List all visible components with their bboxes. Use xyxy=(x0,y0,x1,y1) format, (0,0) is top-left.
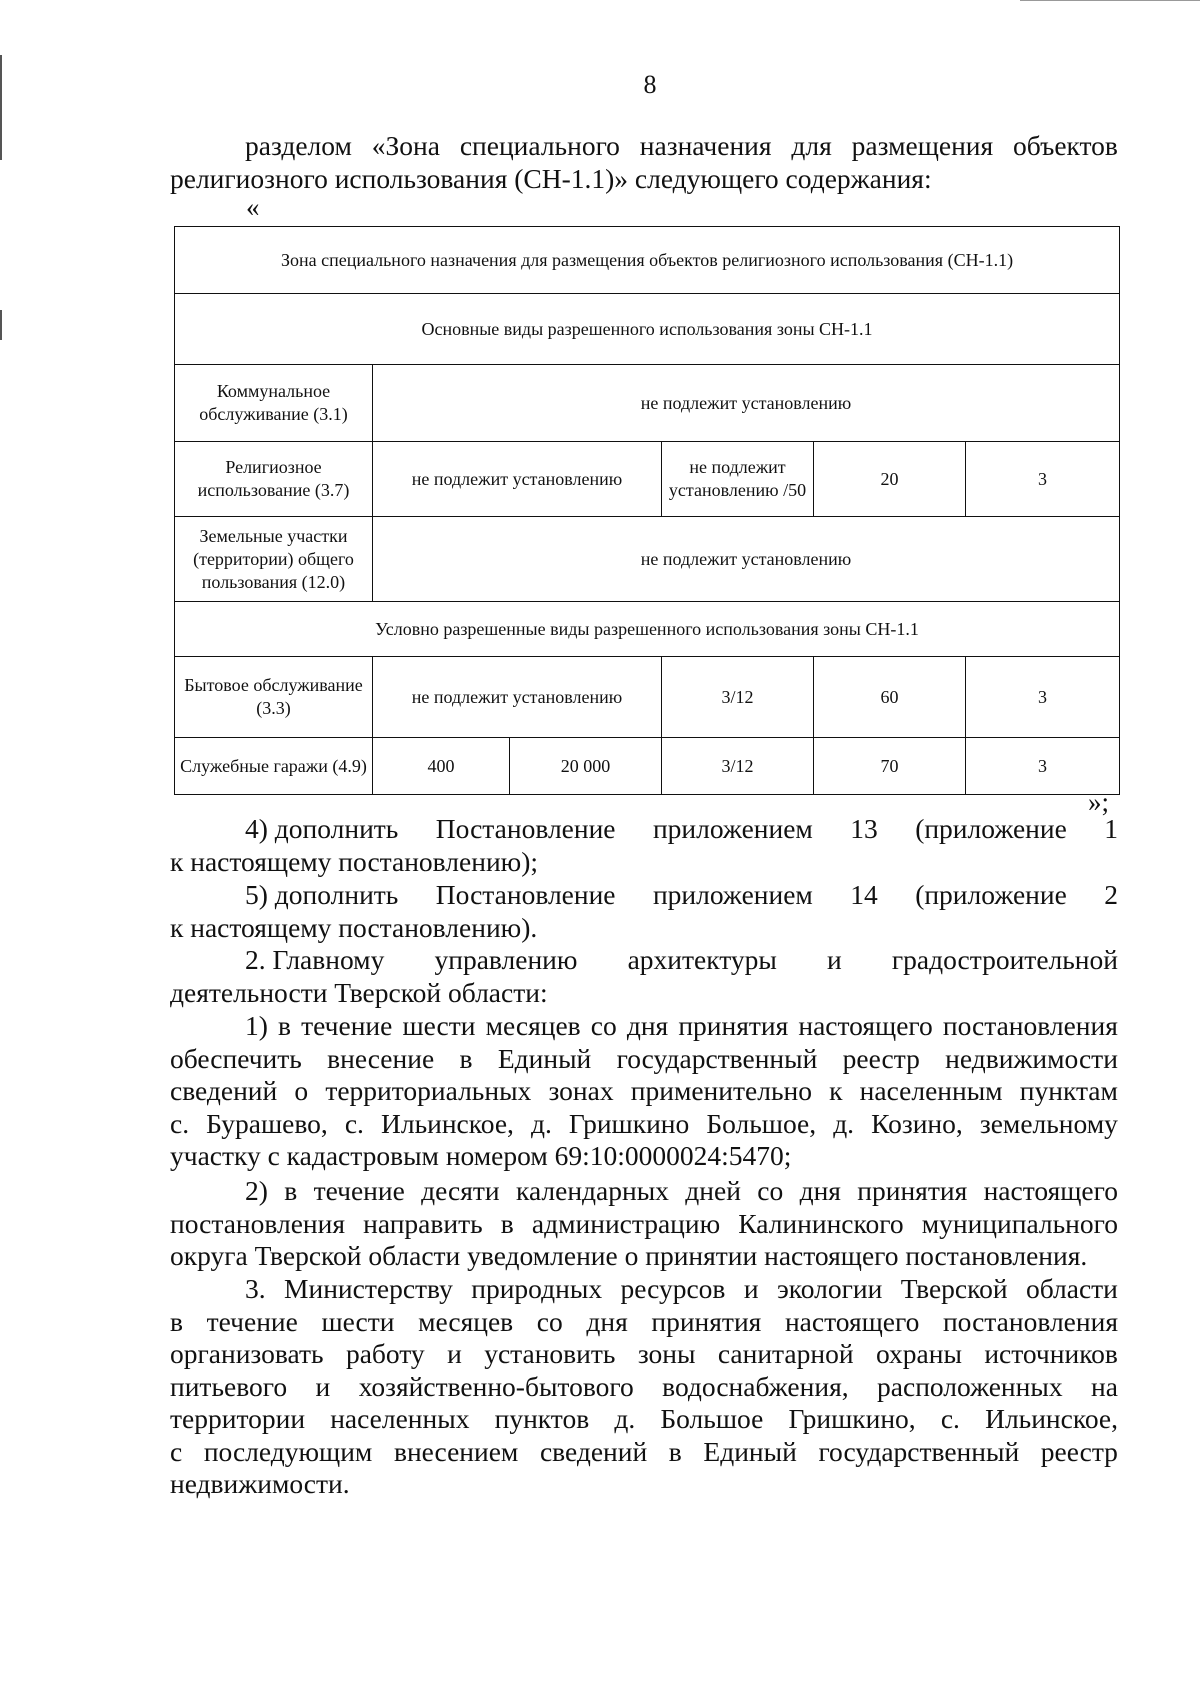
word: с. xyxy=(344,1107,364,1139)
word: применительно xyxy=(630,1075,812,1106)
intro-paragraph xyxy=(170,130,1118,195)
table-cell: 3/12 xyxy=(662,657,814,738)
text-line: к настоящему постановлению). xyxy=(170,911,538,943)
word: в xyxy=(668,1435,682,1467)
text-line: деятельности Тверской области: xyxy=(170,976,548,1008)
text-line xyxy=(170,1208,1118,1241)
text-line xyxy=(170,1075,1118,1108)
word: постановления xyxy=(942,1305,1118,1337)
word: области xyxy=(1025,1273,1118,1304)
word: государственный xyxy=(616,1042,818,1074)
word: со xyxy=(757,1175,784,1206)
word: течение xyxy=(313,1175,405,1206)
word: объектов xyxy=(1013,130,1118,161)
word: водоснабжения, xyxy=(662,1370,849,1402)
word: принятия xyxy=(651,1305,762,1337)
intro-line xyxy=(170,130,1118,163)
word: настоящего xyxy=(798,1010,933,1041)
word: внесением xyxy=(393,1435,519,1467)
word: земельному xyxy=(979,1107,1118,1139)
word: для xyxy=(791,130,832,161)
word: и xyxy=(743,1273,759,1304)
item-4-paragraph xyxy=(170,813,1118,878)
use-name: Коммунальное обслуживание (3.1) xyxy=(175,365,373,442)
text-line xyxy=(170,1043,1118,1076)
table-title: Зона специального назначения для размещения объектов религиозного использования (СН-1.1) xyxy=(175,227,1120,294)
word: администрацию xyxy=(531,1207,721,1239)
text-line xyxy=(170,1273,1118,1306)
word: Козино, xyxy=(871,1107,963,1139)
word: размещения xyxy=(851,130,994,161)
word: д. xyxy=(530,1107,552,1139)
word: течение xyxy=(301,1010,393,1041)
word: источников xyxy=(984,1338,1118,1369)
word: Большое, xyxy=(706,1107,817,1139)
word: пунктам xyxy=(1019,1075,1118,1106)
text-line xyxy=(170,1403,1118,1436)
table-row xyxy=(175,517,1120,602)
word: внесение xyxy=(327,1042,435,1074)
word: обеспечить xyxy=(170,1042,302,1074)
table-row xyxy=(175,294,1120,365)
word: шести xyxy=(321,1305,395,1337)
table-cell: 60 xyxy=(814,657,966,738)
justified-line xyxy=(170,944,1118,977)
word: со xyxy=(590,1010,617,1041)
justified-line xyxy=(170,879,1118,912)
word: работу xyxy=(345,1338,425,1369)
word: настоящего xyxy=(983,1175,1118,1206)
word: территории xyxy=(170,1403,306,1434)
word: Большое xyxy=(660,1403,764,1434)
scan-edge-mark xyxy=(1020,0,1200,1)
text-line xyxy=(170,1175,1118,1208)
word: сведений xyxy=(170,1075,278,1106)
word: приложением xyxy=(652,813,813,844)
word: со xyxy=(536,1305,563,1337)
opening-quote: « xyxy=(246,192,260,222)
table-cell: 20 000 xyxy=(510,738,662,795)
word: о xyxy=(294,1075,309,1106)
word: настоящего xyxy=(784,1305,920,1337)
table-cell: не подлежит установлению xyxy=(373,442,662,517)
word: недвижимости xyxy=(945,1042,1118,1074)
word: с. xyxy=(170,1107,190,1139)
word: экологии xyxy=(776,1273,883,1304)
word: в xyxy=(284,1175,298,1206)
word: календарных xyxy=(516,1175,669,1206)
word: расположенных xyxy=(877,1370,1063,1402)
word: десяти xyxy=(421,1175,500,1206)
word: природных xyxy=(471,1273,603,1304)
justified-line xyxy=(170,813,1118,846)
word: 2) xyxy=(245,1175,268,1206)
word: хозяйственно-бытового xyxy=(358,1370,634,1402)
use-name: Земельные участки (территории) общего пользования (12.0) xyxy=(175,517,373,602)
item-5-paragraph xyxy=(170,879,1118,944)
word: управлению xyxy=(434,944,578,975)
word: и xyxy=(315,1370,331,1402)
word: муниципального xyxy=(921,1207,1118,1239)
section-3-paragraph xyxy=(170,1273,1118,1501)
word: Калининского xyxy=(738,1207,904,1239)
word: дня xyxy=(586,1305,628,1337)
use-name: Служебные гаражи (4.9) xyxy=(175,738,373,795)
table-cell: 3/12 xyxy=(662,738,814,795)
word: Единый xyxy=(703,1435,797,1467)
word: в xyxy=(170,1305,183,1337)
word: дня xyxy=(626,1010,669,1041)
word: Постановление xyxy=(435,813,616,844)
word: сведений xyxy=(539,1435,648,1467)
word: назначения xyxy=(639,130,772,161)
table-cell: 3 xyxy=(966,738,1120,795)
text-line: участку с кадастровым номером 69:10:0000024:5470; xyxy=(170,1140,792,1171)
table-row xyxy=(175,738,1120,795)
word: Тверской xyxy=(900,1273,1008,1304)
word: последующим xyxy=(203,1435,373,1467)
use-name: Религиозное использование (3.7) xyxy=(175,442,373,517)
word: к xyxy=(829,1075,843,1106)
word: Постановление xyxy=(435,879,616,910)
word: месяцев xyxy=(418,1305,514,1337)
table-row xyxy=(175,442,1120,517)
word: ресурсов xyxy=(620,1273,726,1304)
word: 13 xyxy=(850,813,878,844)
table-row xyxy=(175,602,1120,657)
word: Министерству xyxy=(284,1273,453,1304)
word: 2. Главному xyxy=(245,944,385,975)
word: 5) дополнить xyxy=(245,879,399,910)
word: санитарной xyxy=(717,1338,854,1369)
word: принятия xyxy=(857,1175,968,1206)
table-cell: 20 xyxy=(814,442,966,517)
main-uses-header: Основные виды разрешенного использования зоны СН-1.1 xyxy=(175,294,1120,365)
word: течение xyxy=(206,1305,298,1337)
word: на xyxy=(1091,1370,1118,1402)
scan-edge-mark xyxy=(0,310,2,340)
closing-quote: »; xyxy=(1088,787,1110,817)
word: населенным xyxy=(859,1075,1003,1106)
table-row xyxy=(175,657,1120,738)
word: д. xyxy=(614,1403,636,1434)
word: принятия xyxy=(678,1010,789,1041)
word: градостроительной xyxy=(891,944,1118,975)
word: постановления xyxy=(170,1207,346,1239)
word: месяцев xyxy=(485,1010,581,1041)
word: (приложение xyxy=(915,879,1067,910)
text-line xyxy=(170,1306,1118,1339)
word: охраны xyxy=(875,1338,962,1369)
word: пунктов xyxy=(494,1403,590,1434)
page-number: 8 xyxy=(643,70,657,99)
conditional-uses-header: Условно разрешенные виды разрешенного использования зоны СН-1.1 xyxy=(175,602,1120,657)
table-cell: 3 xyxy=(966,657,1120,738)
word: и xyxy=(447,1338,462,1369)
word: архитектуры xyxy=(627,944,777,975)
table-cell: не подлежит установлению xyxy=(373,657,662,738)
word: Единый xyxy=(497,1042,592,1074)
text-line xyxy=(170,1108,1118,1141)
text-line xyxy=(170,1371,1118,1404)
word: 1 xyxy=(1104,813,1118,844)
word: установить xyxy=(484,1338,616,1369)
word: приложением xyxy=(652,879,813,910)
table-row xyxy=(175,227,1120,294)
word: направить xyxy=(363,1207,483,1239)
table-cell: 70 xyxy=(814,738,966,795)
word: «Зона xyxy=(371,130,440,161)
table-cell: не подлежит установлению /50 xyxy=(662,442,814,517)
section-2-paragraph xyxy=(170,944,1118,1009)
word: с xyxy=(170,1435,183,1467)
word: постановления xyxy=(942,1010,1118,1041)
word: Гришкино, xyxy=(788,1403,916,1434)
section-2-1-paragraph xyxy=(170,1010,1118,1173)
section-2-2-paragraph xyxy=(170,1175,1118,1273)
word: организовать xyxy=(170,1338,324,1369)
word: реестр xyxy=(842,1042,920,1074)
text-line xyxy=(170,1436,1118,1469)
word: 14 xyxy=(850,879,878,910)
word: территориальных xyxy=(325,1075,532,1106)
intro-line: религиозного использования (СН-1.1)» следующего содержания: xyxy=(170,162,932,194)
word: дней xyxy=(685,1175,741,1206)
word: с. xyxy=(940,1403,960,1434)
word: 4) дополнить xyxy=(245,813,399,844)
table-cell: 3 xyxy=(966,442,1120,517)
word: зоны xyxy=(637,1338,696,1369)
word: Ильинское, xyxy=(985,1403,1118,1434)
word: д. xyxy=(833,1107,855,1139)
word: Гришкино xyxy=(568,1107,690,1139)
word: реестр xyxy=(1040,1435,1118,1467)
word: в xyxy=(500,1207,514,1239)
text-line: округа Тверской области уведомление о принятии настоящего постановления. xyxy=(170,1240,1088,1271)
text-line xyxy=(170,1010,1118,1043)
use-name: Бытовое обслуживание (3.3) xyxy=(175,657,373,738)
word: 2 xyxy=(1104,879,1118,910)
word: и xyxy=(827,944,842,975)
word: Ильинское, xyxy=(381,1107,514,1139)
table-cell: 400 xyxy=(373,738,510,795)
zone-table xyxy=(174,226,1120,795)
word: 3. xyxy=(245,1273,266,1304)
word: Бурашево, xyxy=(206,1107,328,1139)
word: специального xyxy=(459,130,620,161)
table-cell: не подлежит установлению xyxy=(373,365,1120,442)
word: разделом xyxy=(245,130,352,161)
word: 1) xyxy=(245,1010,268,1041)
text-line: недвижимости. xyxy=(170,1468,350,1499)
word: зонах xyxy=(548,1075,614,1106)
word: питьевого xyxy=(170,1370,288,1402)
word: в xyxy=(278,1010,292,1041)
table-cell: не подлежит установлению xyxy=(373,517,1120,602)
word: дня xyxy=(799,1175,841,1206)
word: (приложение xyxy=(915,813,1067,844)
text-line: к настоящему постановлению); xyxy=(170,845,539,877)
word: шести xyxy=(402,1010,476,1041)
table-row xyxy=(175,365,1120,442)
word: в xyxy=(459,1042,473,1074)
text-line xyxy=(170,1338,1118,1371)
word: государственный xyxy=(818,1435,1020,1467)
word: населенных xyxy=(330,1403,470,1434)
